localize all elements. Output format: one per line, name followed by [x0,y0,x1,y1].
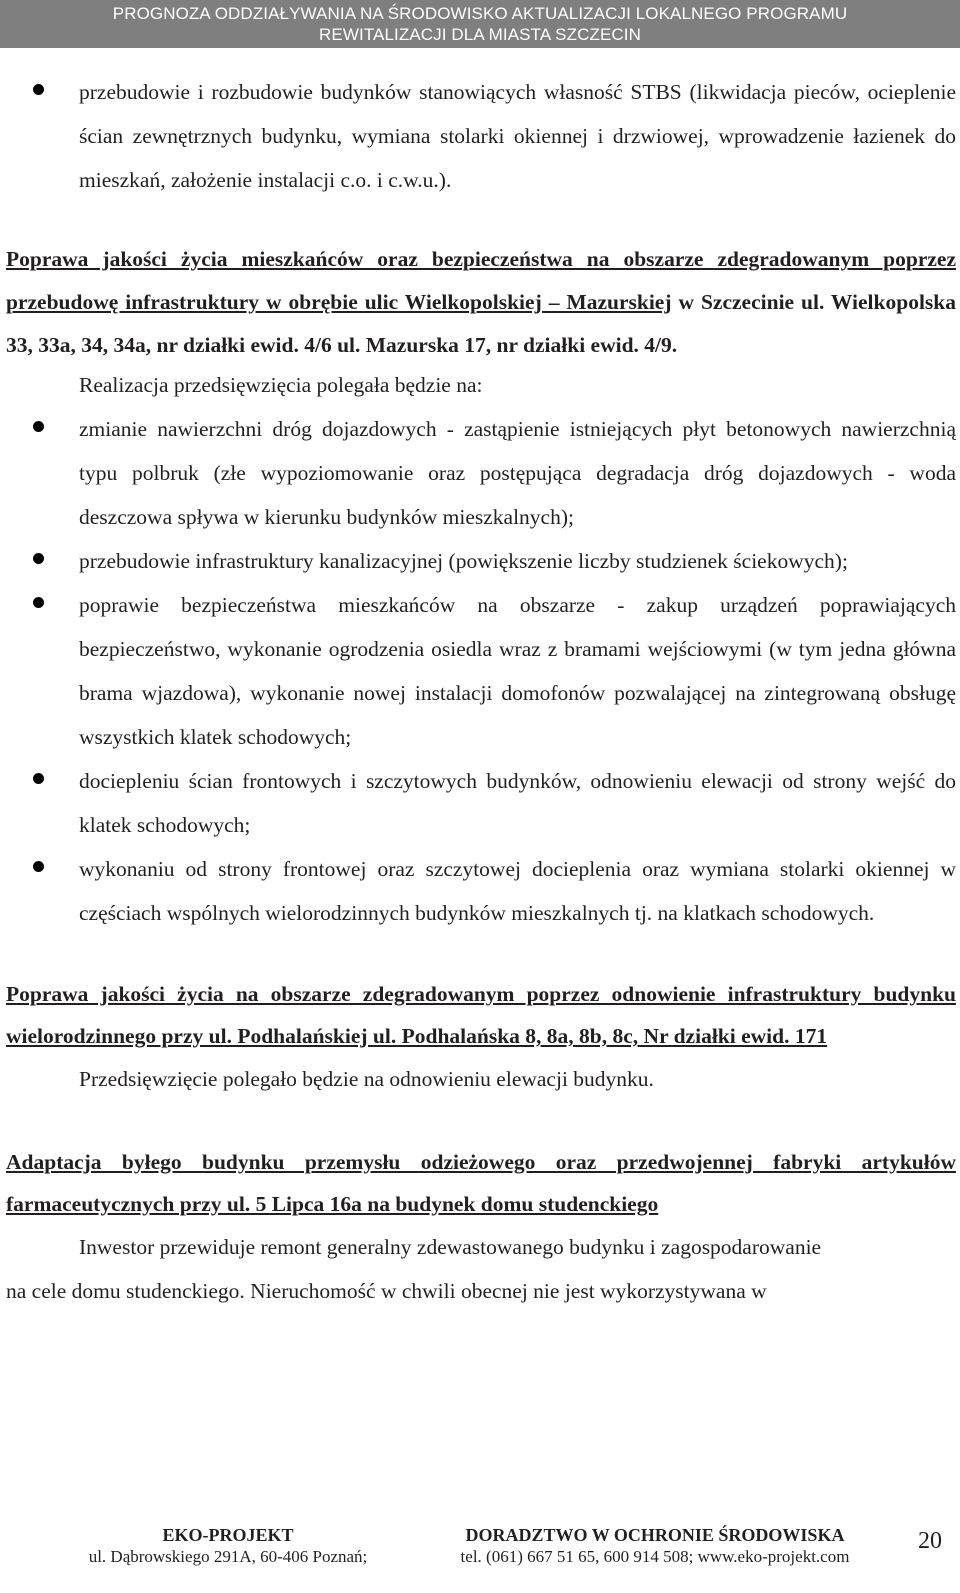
bullet-icon [33,553,44,564]
list-item-text: dociepleniu ścian frontowych i szczytowych budynków, odnowieniu elewacji od strony wejść do klatek schodowych; [79,769,956,837]
section-3-body-first: Inwestor przewiduje remont generalny zdewastowanego budynku i zagospodarowanie [79,1235,822,1259]
bullet-icon [33,861,44,872]
list-item-text: wykonaniu od strony frontowej oraz szczytowej docieplenia oraz wymiana stolarki okiennej w częściach wspólnych wielorodzinnych budynków mieszkalnych tj. na klatkach schodowych. [79,857,956,925]
page-number: 20 [918,1528,942,1554]
section-heading-3: Adaptacja byłego budynku przemysłu odzieżowego oraz przedwojennej fabryki artykułów farmaceutycznych przy ul. 5 Lipca 16a na budynek domu studenckiego [6,1150,956,1216]
intro-bullet-list [6,70,956,202]
list-item [6,539,956,583]
header-line-1: PROGNOZA ODDZIAŁYWANIA NA ŚRODOWISKO AKTUALIZACJI LOKALNEGO PROGRAMU [112,4,848,23]
section-2-body: Przedsięwzięcie polegało będzie na odnowieniu elewacji budynku. [79,1067,654,1091]
list-item [6,759,956,847]
section-heading-1 [6,238,956,367]
footer-services [430,1524,880,1568]
document-footer [0,1516,960,1593]
footer-services-title: DORADZTWO W OCHRONIE ŚRODOWISKA [465,1525,845,1545]
list-item-text: przebudowie i rozbudowie budynków stanowiących własność STBS (likwidacja pieców, ocieplenie ścian zewnętrznych budynku, wymiana stolarki okiennej i drzwiowej, wprowadzenie łazienek do mieszkań, założenie instalacji c.o. i c.w.u.). [79,80,956,192]
section-heading-2: Poprawa jakości życia na obszarze zdegradowanym poprzez odnowienie infrastruktury budynku wielorodzinnego przy ul. Podhalańskiej ul. Podhalańska 8, 8a, 8b, 8c, Nr działki ewid. 171 [6,982,956,1048]
section-3-body-rest: na cele domu studenckiego. Nieruchomość w chwili obecnej nie jest wykorzystywana w [6,1279,767,1303]
list-item-text: poprawie bezpieczeństwa mieszkańców na obszarze - zakup urządzeń poprawiających bezpieczeństwo, wykonanie ogrodzenia osiedla wraz z bramami wejściowymi (w tym jedna główna brama wjazdowa), wykonanie nowej instalacji domofonów pozwalającej na zintegrowaną obsługę wszystkich klatek schodowych; [79,593,956,749]
document-body [6,70,956,1313]
list-item [6,70,956,202]
footer-company-address: ul. Dąbrowskiego 291A, 60-406 Poznań; [88,1547,368,1566]
footer-company-name: EKO-PROJEKT [162,1525,294,1545]
footer-company [78,1524,378,1568]
bullet-icon [33,421,44,432]
bullet-icon [33,773,44,784]
bullet-icon [33,84,44,95]
list-item-text: zmianie nawierzchni dróg dojazdowych - zastąpienie istniejących płyt betonowych nawierzchnią typu polbruk (złe wypoziomowanie oraz postępująca degradacja dróg dojazdowych - woda deszczowa spływa w kierunku budynków mieszkalnych); [79,417,956,529]
section-heading-1-underlined: Poprawa jakości życia mieszkańców oraz bezpieczeństwa na obszarze zdegradowanym poprzez przebudowę infrastruktury w obrębie ulic Wielkopolskiej – Mazurskiej [6,247,956,314]
bullet-icon [33,597,44,608]
document-header [0,0,960,48]
list-item [6,407,956,539]
section-heading-1-rest: w Szczecinie ul. Wielkopolska 33, 33a, 34, 34a, nr działki ewid. 4/6 ul. Mazurska 17, nr działki ewid. 4/9. [6,290,956,357]
section-1-lead: Realizacja przedsięwzięcia polegała będzie na: [79,373,483,397]
section-1-bullets [6,407,956,935]
list-item-text: przebudowie infrastruktury kanalizacyjnej (powiększenie liczby studzienek ściekowych); [79,549,848,573]
list-item [6,847,956,935]
footer-contact: tel. (061) 667 51 65, 600 914 508; www.eko-projekt.com [460,1547,850,1566]
header-line-2: REWITALIZACJI DLA MIASTA SZCZECIN [319,25,641,44]
list-item [6,583,956,759]
